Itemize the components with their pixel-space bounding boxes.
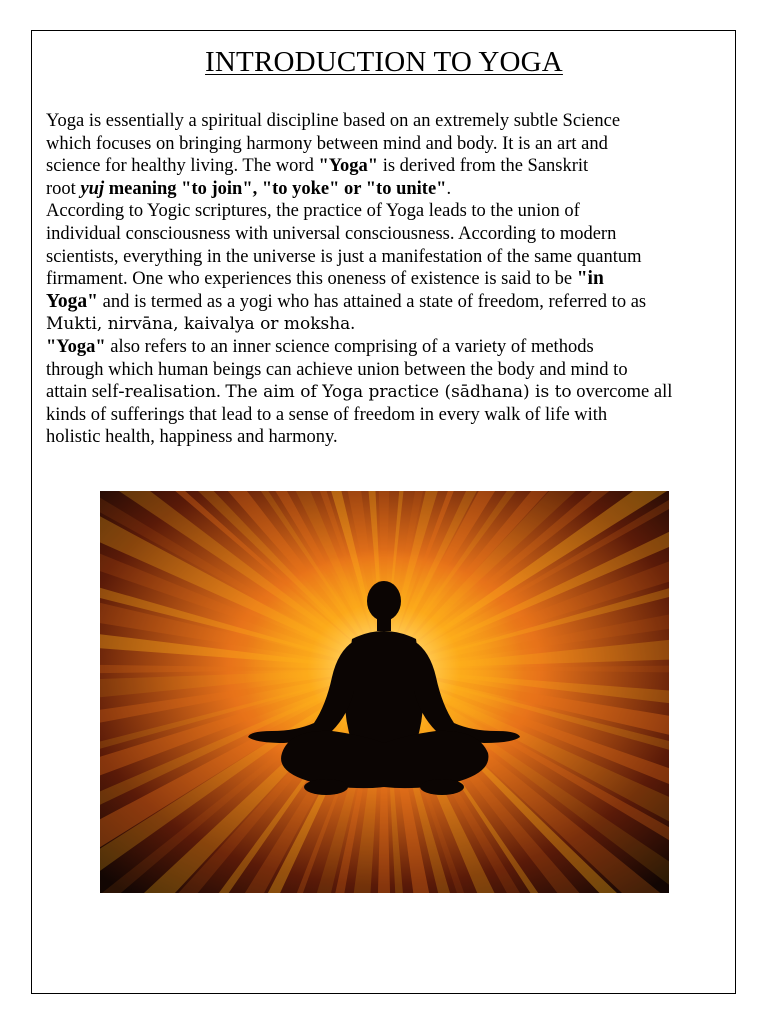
text-span: individual consciousness with universal consciousness. According to modern [46, 223, 617, 244]
text-line [46, 246, 726, 269]
text-span: and is termed as a yogi who has attained a state of freedom, referred to as [98, 291, 647, 312]
text-span: Yoga is essentially a spiritual discipline based on an extremely subtle Science [46, 111, 621, 131]
bold-meaning: meaning "to join", "to yoke" or "to unite" [104, 178, 447, 199]
text-span: holistic health, happiness and harmony. [46, 427, 338, 448]
bold-term-in-yoga: Yoga" [46, 290, 98, 312]
text-line [46, 268, 726, 291]
text-line [46, 133, 726, 156]
text-span: firmament. One who experiences this oneness of existence is said to be [46, 269, 577, 290]
text-span: attain self- [46, 382, 125, 403]
meditation-image [100, 491, 669, 893]
text-line [46, 223, 726, 246]
page-title: INTRODUCTION TO YOGA [205, 46, 563, 78]
text-line [46, 359, 726, 382]
text-span: which focuses on bringing harmony between mind and body. It is an art and [46, 133, 608, 154]
text-line [46, 381, 726, 404]
text-line [46, 110, 726, 133]
text-span: overcome all [571, 382, 673, 403]
text-span: scientists, everything in the universe is just a manifestation of the same quantum [46, 246, 642, 267]
text-span-terms: Mukti, nirvāna, kaivalya or moksha [46, 314, 351, 335]
text-span: is derived from the Sanskrit [378, 156, 589, 177]
text-span: science for healthy living. The word [46, 156, 319, 177]
text-span: According to Yogic scriptures, the practice of Yoga leads to the union of [46, 201, 580, 222]
text-span-aim: The aim of Yoga practice (sādhana) is to [225, 382, 572, 403]
text-line [46, 404, 726, 427]
text-span: kinds of sufferings that lead to a sense of freedom in every walk of life with [46, 404, 608, 425]
bold-term-yoga: "Yoga" [46, 336, 106, 357]
bold-term-yoga: "Yoga" [318, 156, 379, 177]
text-line [46, 291, 726, 314]
text-span: . [216, 382, 226, 403]
meditation-illustration [100, 491, 669, 893]
text-span: . [446, 178, 452, 199]
bold-term-in-yoga: "in [576, 268, 604, 290]
text-line [46, 178, 726, 201]
text-span: root [46, 178, 81, 199]
text-line [46, 313, 726, 336]
text-span: through which human beings can achieve union between the body and mind to [46, 359, 628, 380]
text-line [46, 155, 726, 178]
italic-term-yuj: yuj [80, 178, 105, 199]
text-span-realisation: realisation [124, 382, 217, 403]
text-line [46, 336, 726, 359]
body-text [46, 110, 726, 449]
text-span: . [350, 314, 355, 335]
text-span: also refers to an inner science comprising of a variety of methods [105, 336, 594, 357]
text-line [46, 426, 726, 449]
text-line [46, 200, 726, 223]
